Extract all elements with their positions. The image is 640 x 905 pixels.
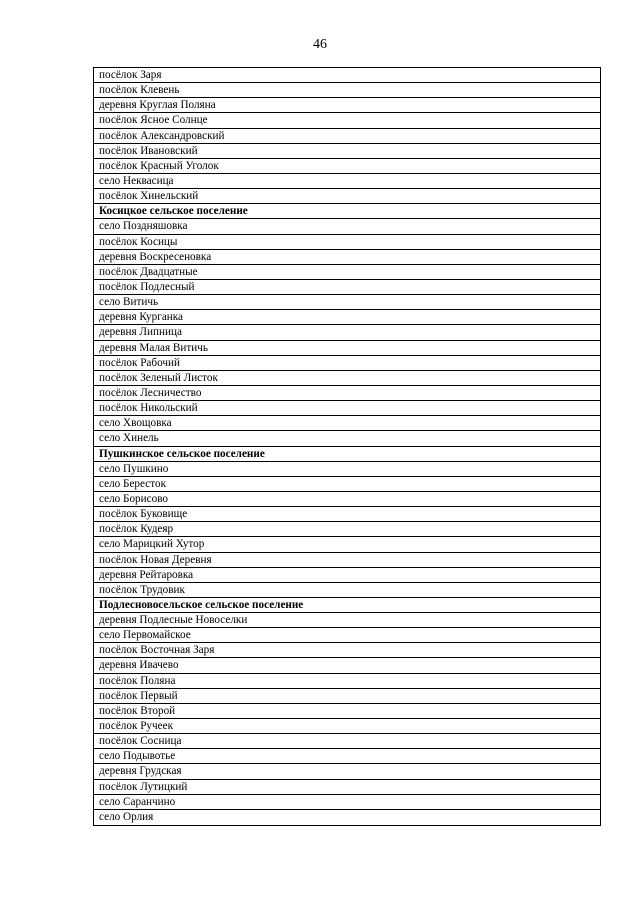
table-row: село Пушкино xyxy=(94,462,600,477)
table-row: село Бересток xyxy=(94,477,600,492)
table-row: посёлок Второй xyxy=(94,704,600,719)
table-row: посёлок Подлесный xyxy=(94,280,600,295)
section-header-row: Пушкинское сельское поселение xyxy=(94,447,600,462)
table-row: село Хинель xyxy=(94,431,600,446)
table-row: посёлок Ручеек xyxy=(94,719,600,734)
table-row: посёлок Поляна xyxy=(94,674,600,689)
table-row: деревня Малая Витичь xyxy=(94,341,600,356)
table-row: село Орлия xyxy=(99,810,154,823)
settlements-table xyxy=(93,67,601,826)
table-row: посёлок Кудеяр xyxy=(94,522,600,537)
table-row: посёлок Трудовик xyxy=(94,583,600,598)
table-row: посёлок Первый xyxy=(94,689,600,704)
table-row: посёлок Буковище xyxy=(94,507,600,522)
table-row: село Борисово xyxy=(94,492,600,507)
table-row: посёлок Двадцатные xyxy=(94,265,600,280)
table-row: село Первомайское xyxy=(94,628,600,643)
table-row: деревня Подлесные Новоселки xyxy=(94,613,600,628)
table-row: село Марицкий Хутор xyxy=(94,537,600,552)
table-row: посёлок Хинельский xyxy=(94,189,600,204)
table-row: посёлок Александровский xyxy=(94,129,600,144)
table-row: деревня Грудская xyxy=(94,764,600,779)
table-row: деревня Рейтаровка xyxy=(94,568,600,583)
table-row: посёлок Заря xyxy=(94,68,600,83)
table-row: посёлок Ясное Солнце xyxy=(94,113,600,128)
table-row: посёлок Клевень xyxy=(94,83,600,98)
table-row: село Витичь xyxy=(94,295,600,310)
table-row: посёлок Новая Деревня xyxy=(94,553,600,568)
table-row: село Поздняшовка xyxy=(94,219,600,234)
table-row: деревня Круглая Поляна xyxy=(94,98,600,113)
section-header-row: Косицкое сельское поселение xyxy=(94,204,600,219)
page-number: 46 xyxy=(313,37,327,52)
table-row: село Подывотье xyxy=(94,749,600,764)
table-row: село Саранчино xyxy=(94,795,600,810)
section-header-row: Подлесновосельское сельское поселение xyxy=(94,598,600,613)
table-row: посёлок Сосница xyxy=(94,734,600,749)
table-row: посёлок Восточная Заря xyxy=(94,643,600,658)
table-row: село Хвощовка xyxy=(94,416,600,431)
table-row: посёлок Рабочий xyxy=(94,356,600,371)
table-row: посёлок Лутицкий xyxy=(94,780,600,795)
table-row: деревня Липница xyxy=(94,325,600,340)
table-row: деревня Воскресеновка xyxy=(94,250,600,265)
table-row: деревня Ивачево xyxy=(94,658,600,673)
table-row: посёлок Зеленый Листок xyxy=(94,371,600,386)
table-row: посёлок Лесничество xyxy=(94,386,600,401)
table-row: посёлок Косицы xyxy=(94,235,600,250)
table-row: село Неквасица xyxy=(94,174,600,189)
table-row: посёлок Ивановский xyxy=(94,144,600,159)
table-row: деревня Курганка xyxy=(94,310,600,325)
table-row: посёлок Никольский xyxy=(94,401,600,416)
table-row: посёлок Красный Уголок xyxy=(94,159,600,174)
